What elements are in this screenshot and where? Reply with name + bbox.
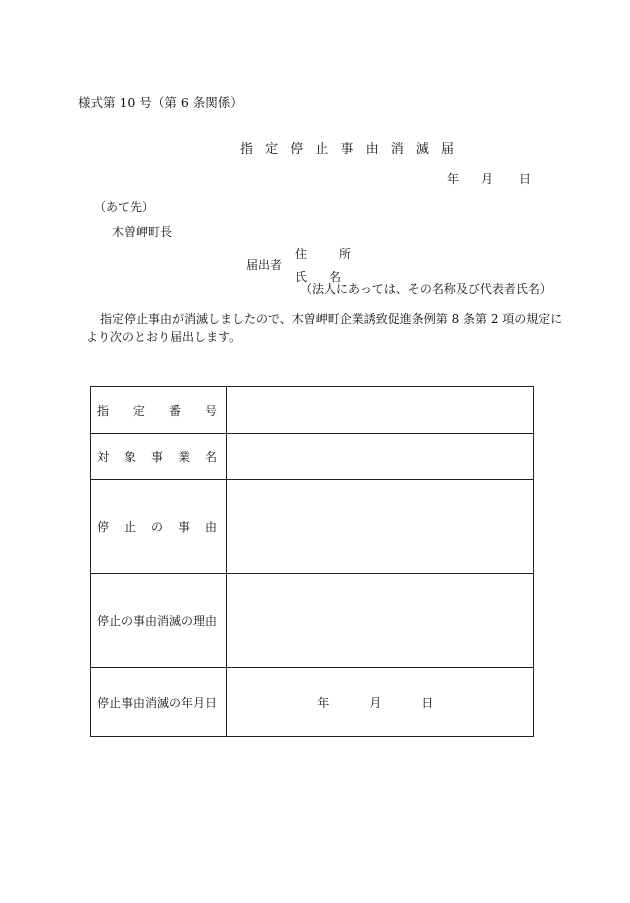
- extinction-date-field[interactable]: [227, 668, 534, 737]
- label-char: の: [150, 520, 163, 534]
- label-char: 止: [123, 520, 136, 534]
- label-char: 由: [204, 520, 217, 534]
- date-year-label: 年: [447, 172, 460, 186]
- table-row-designation-number: [91, 387, 534, 434]
- label-suspension-reason: [91, 480, 227, 574]
- label-extinction-reason: 停止の事由消滅の理由: [91, 574, 227, 668]
- label-char: 対: [97, 450, 110, 464]
- document-title: 指 定 停 止 事 由 消 滅 届: [240, 142, 459, 157]
- label-business-name: [91, 434, 227, 480]
- address-char-2: 所: [339, 247, 352, 261]
- label-char: 事: [177, 520, 190, 534]
- label-designation-number: [91, 387, 227, 434]
- date-month-label: 月: [369, 695, 382, 710]
- table-row-extinction-reason: [91, 574, 534, 668]
- suspension-reason-field[interactable]: [227, 480, 534, 574]
- date-month-label: 月: [481, 172, 494, 186]
- business-name-field[interactable]: [227, 434, 534, 480]
- date-year-label: 年: [317, 695, 330, 710]
- body-line-2: より次のとおり届出します。: [86, 330, 242, 344]
- label-char: 指: [97, 403, 110, 418]
- label-char: 停: [97, 520, 110, 534]
- extinction-reason-field[interactable]: [227, 574, 534, 668]
- addressee-label: （あて先）: [94, 200, 155, 214]
- name-char-2: 名: [329, 270, 342, 284]
- label-extinction-date: 停止事由消滅の年月日: [91, 668, 227, 737]
- addressee-name: 木曽岬町長: [112, 225, 173, 239]
- corporate-note: （法人にあっては、その名称及び代表者氏名）: [300, 282, 552, 296]
- form-number: 様式第 10 号（第 6 条関係）: [78, 95, 243, 110]
- address-char-1: 住: [295, 247, 308, 261]
- label-char: 号: [204, 403, 217, 418]
- label-char: 業: [177, 450, 190, 464]
- table-row-business-name: [91, 434, 534, 480]
- body-line-1: 指定停止事由が消滅しましたので、木曽岬町企業誘致促進条例第 8 条第 2 項の規定に: [100, 312, 563, 326]
- table-row-suspension-reason: [91, 480, 534, 574]
- name-char-1: 氏: [295, 270, 308, 284]
- applicant-label: 届出者: [246, 258, 283, 272]
- date-day-label: 日: [519, 172, 532, 186]
- label-char: 定: [132, 403, 145, 418]
- form-table: [90, 386, 534, 737]
- label-char: 象: [123, 450, 136, 464]
- label-char: 番: [168, 403, 181, 418]
- designation-number-field[interactable]: [227, 387, 534, 434]
- label-char: 事: [150, 450, 163, 464]
- body-text: [86, 310, 563, 346]
- label-char: 名: [204, 450, 217, 464]
- date-day-label: 日: [421, 695, 434, 710]
- table-row-extinction-date: [91, 668, 534, 737]
